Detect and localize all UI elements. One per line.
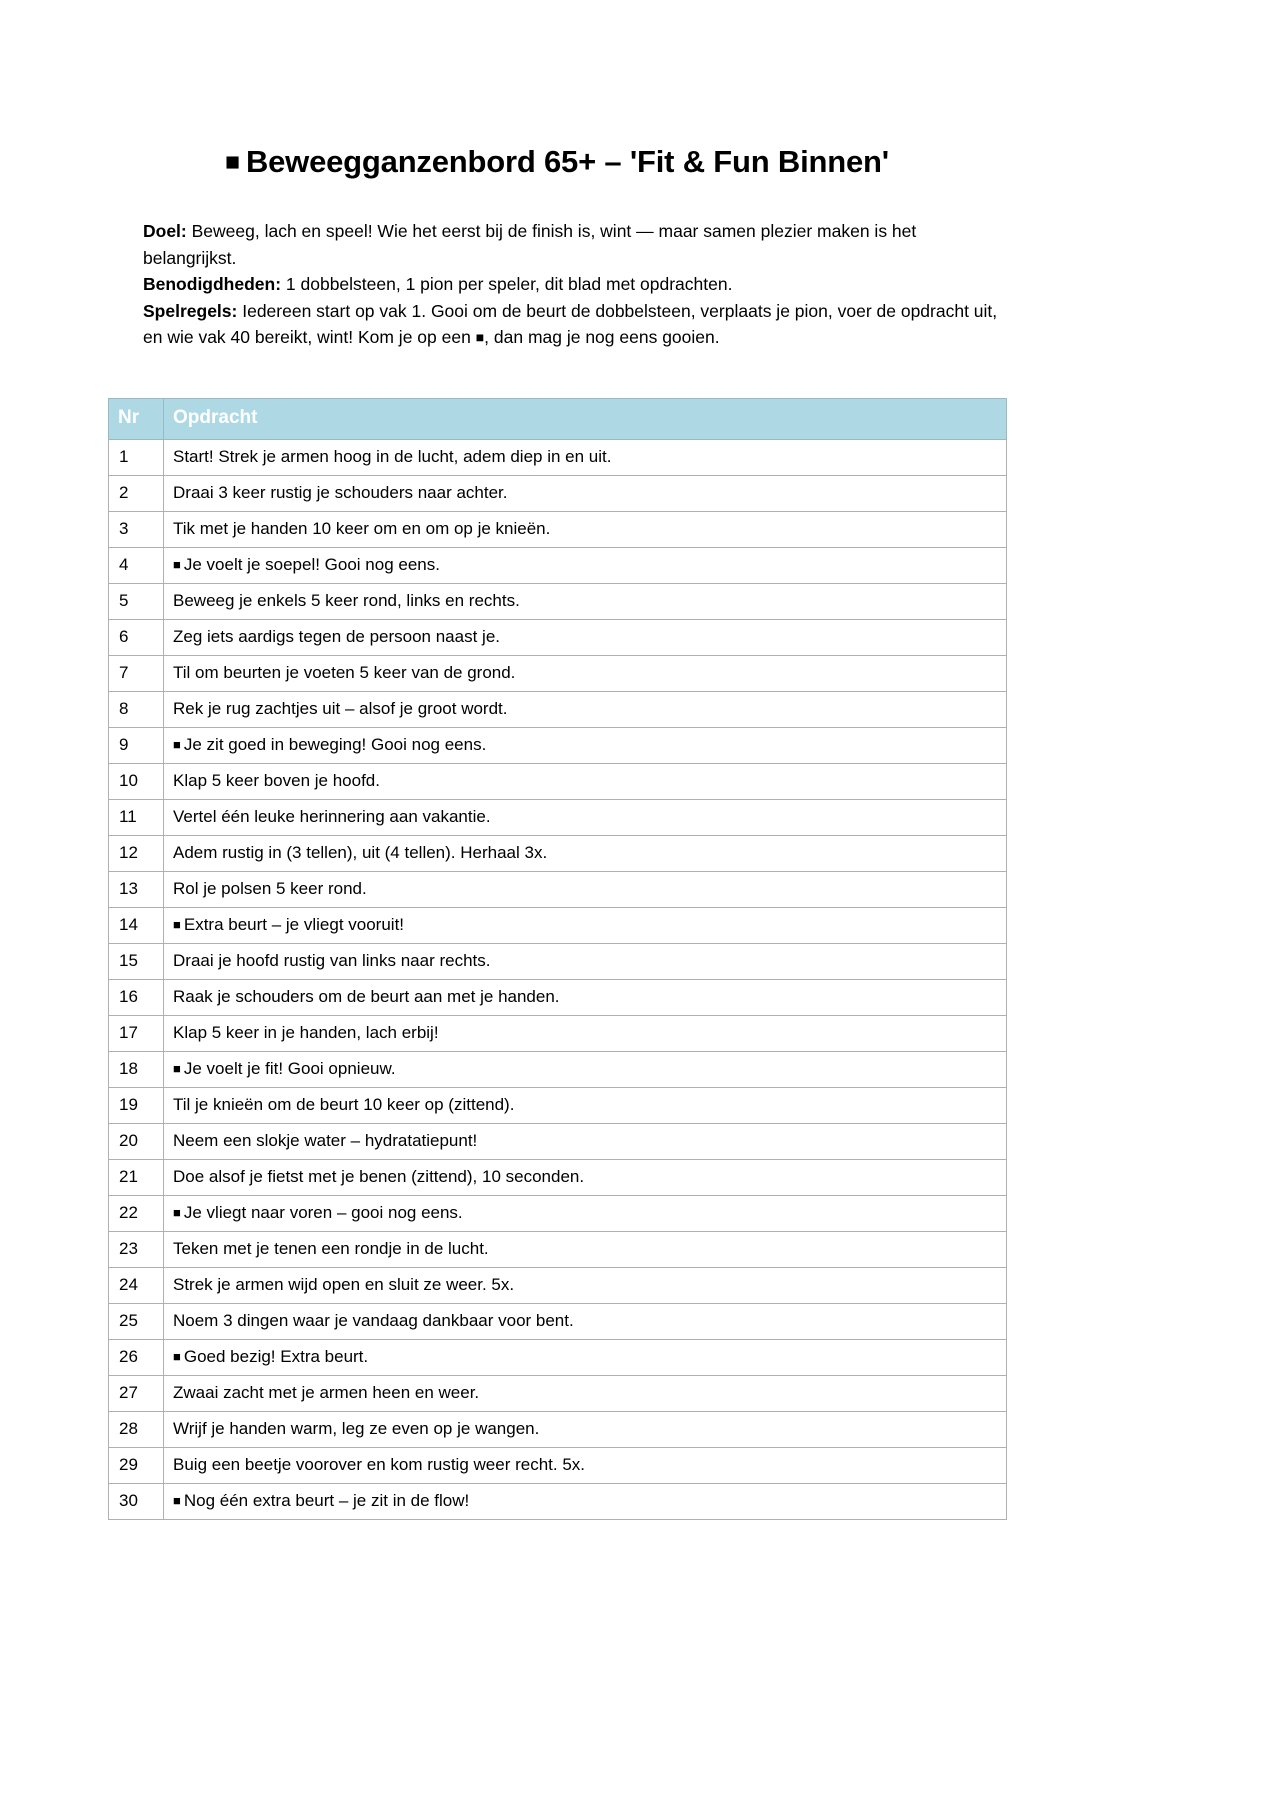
cell-opdracht-text: Extra beurt – je vliegt vooruit!	[183, 915, 405, 934]
table-row	[109, 440, 1007, 476]
cell-opdracht	[164, 476, 1007, 512]
cell-nr: 8	[109, 692, 164, 728]
table-row	[109, 764, 1007, 800]
cell-opdracht	[164, 1340, 1007, 1376]
cell-opdracht-text: Strek je armen wijd open en sluit ze weer. 5x.	[173, 1275, 515, 1294]
table-row	[109, 548, 1007, 584]
cell-nr: 28	[109, 1412, 164, 1448]
cell-opdracht-text: Je zit goed in beweging! Gooi nog eens.	[183, 735, 487, 754]
cell-opdracht	[164, 1448, 1007, 1484]
black-square-icon: ■	[173, 1061, 181, 1076]
cell-opdracht	[164, 440, 1007, 476]
cell-opdracht-text: Doe alsof je fietst met je benen (zittend), 10 seconden.	[173, 1167, 585, 1186]
cell-nr: 4	[109, 548, 164, 584]
table-body	[109, 440, 1007, 1520]
cell-opdracht-text: Rek je rug zachtjes uit – alsof je groot wordt.	[173, 699, 508, 718]
opdrachten-table	[108, 398, 1007, 1520]
black-square-icon: ■	[225, 148, 240, 176]
cell-nr: 1	[109, 440, 164, 476]
table-row	[109, 944, 1007, 980]
cell-nr: 22	[109, 1196, 164, 1232]
cell-nr: 21	[109, 1160, 164, 1196]
cell-opdracht	[164, 1304, 1007, 1340]
cell-opdracht-text: Tik met je handen 10 keer om en om op je knieën.	[173, 519, 551, 538]
table-row	[109, 980, 1007, 1016]
cell-nr: 30	[109, 1484, 164, 1520]
cell-opdracht-text: Adem rustig in (3 tellen), uit (4 tellen). Herhaal 3x.	[173, 843, 548, 862]
cell-nr: 15	[109, 944, 164, 980]
cell-opdracht-text: Je voelt je soepel! Gooi nog eens.	[183, 555, 440, 574]
black-square-icon: ■	[173, 917, 181, 932]
cell-opdracht	[164, 908, 1007, 944]
cell-opdracht-text: Nog één extra beurt – je zit in de flow!	[183, 1491, 470, 1510]
table-header-row	[109, 399, 1007, 440]
cell-opdracht-text: Vertel één leuke herinnering aan vakantie.	[173, 807, 491, 826]
cell-nr: 29	[109, 1448, 164, 1484]
cell-opdracht-text: Draai je hoofd rustig van links naar rechts.	[173, 951, 491, 970]
cell-opdracht	[164, 656, 1007, 692]
intro-spelregels-label: Spelregels:	[143, 300, 238, 321]
intro-doel-text: Beweeg, lach en speel! Wie het eerst bij de finish is, wint — maar samen plezier maken is het belangrijkst.	[143, 221, 917, 268]
cell-opdracht	[164, 620, 1007, 656]
cell-opdracht-text: Zeg iets aardigs tegen de persoon naast je.	[173, 627, 500, 646]
cell-opdracht	[164, 1160, 1007, 1196]
table-header	[109, 399, 1007, 440]
cell-opdracht-text: Start! Strek je armen hoog in de lucht, adem diep in en uit.	[173, 447, 612, 466]
cell-nr: 14	[109, 908, 164, 944]
table-row	[109, 836, 1007, 872]
table-row	[109, 620, 1007, 656]
cell-opdracht	[164, 1052, 1007, 1088]
cell-opdracht-text: Til je knieën om de beurt 10 keer op (zittend).	[173, 1095, 515, 1114]
cell-opdracht	[164, 584, 1007, 620]
cell-opdracht-text: Raak je schouders om de beurt aan met je handen.	[173, 987, 560, 1006]
table-row	[109, 1268, 1007, 1304]
cell-nr: 26	[109, 1340, 164, 1376]
cell-opdracht-text: Klap 5 keer boven je hoofd.	[173, 771, 380, 790]
table-row	[109, 1088, 1007, 1124]
cell-opdracht	[164, 1412, 1007, 1448]
cell-opdracht	[164, 548, 1007, 584]
table-row	[109, 692, 1007, 728]
black-square-icon: ■	[173, 1205, 181, 1220]
cell-nr: 20	[109, 1124, 164, 1160]
cell-opdracht-text: Je voelt je fit! Gooi opnieuw.	[183, 1059, 396, 1078]
cell-nr: 7	[109, 656, 164, 692]
table-row	[109, 1160, 1007, 1196]
column-header-opdracht: Opdracht	[164, 399, 1007, 440]
cell-nr: 9	[109, 728, 164, 764]
table-row	[109, 1484, 1007, 1520]
cell-nr: 12	[109, 836, 164, 872]
cell-opdracht-text: Klap 5 keer in je handen, lach erbij!	[173, 1023, 439, 1042]
table-row	[109, 1340, 1007, 1376]
cell-opdracht-text: Zwaai zacht met je armen heen en weer.	[173, 1383, 480, 1402]
table-row	[109, 1448, 1007, 1484]
cell-opdracht	[164, 872, 1007, 908]
cell-opdracht-text: Teken met je tenen een rondje in de lucht.	[173, 1239, 489, 1258]
page-title-text: Beweegganzenbord 65+ – 'Fit & Fun Binnen'	[245, 144, 889, 179]
cell-opdracht	[164, 1484, 1007, 1520]
black-square-icon: ■	[173, 1349, 181, 1364]
cell-opdracht	[164, 836, 1007, 872]
cell-opdracht-text: Wrijf je handen warm, leg ze even op je wangen.	[173, 1419, 540, 1438]
intro-doel-label: Doel:	[143, 221, 187, 241]
cell-nr: 24	[109, 1268, 164, 1304]
cell-opdracht	[164, 800, 1007, 836]
table-row	[109, 1016, 1007, 1052]
intro-block	[143, 218, 1011, 351]
cell-nr: 16	[109, 980, 164, 1016]
table-row	[109, 872, 1007, 908]
cell-opdracht-text: Til om beurten je voeten 5 keer van de grond.	[173, 663, 516, 682]
table-row	[109, 1376, 1007, 1412]
table-row	[109, 656, 1007, 692]
cell-nr: 10	[109, 764, 164, 800]
cell-opdracht	[164, 692, 1007, 728]
cell-nr: 11	[109, 800, 164, 836]
cell-opdracht	[164, 1016, 1007, 1052]
cell-opdracht	[164, 1088, 1007, 1124]
table-row	[109, 800, 1007, 836]
cell-opdracht	[164, 512, 1007, 548]
cell-opdracht	[164, 980, 1007, 1016]
cell-opdracht	[164, 944, 1007, 980]
cell-opdracht	[164, 1232, 1007, 1268]
table-row	[109, 1124, 1007, 1160]
table-row	[109, 476, 1007, 512]
table-row	[109, 1052, 1007, 1088]
cell-opdracht-text: Goed bezig! Extra beurt.	[183, 1347, 369, 1366]
cell-opdracht-text: Rol je polsen 5 keer rond.	[173, 879, 367, 898]
cell-nr: 13	[109, 872, 164, 908]
table-row	[109, 512, 1007, 548]
cell-opdracht	[164, 1124, 1007, 1160]
cell-opdracht	[164, 1268, 1007, 1304]
cell-opdracht	[164, 764, 1007, 800]
intro-benodigdheden-label: Benodigdheden:	[143, 274, 282, 294]
black-square-icon: ■	[173, 737, 181, 752]
table-row	[109, 728, 1007, 764]
cell-nr: 27	[109, 1376, 164, 1412]
intro-benodigdheden-text: 1 dobbelsteen, 1 pion per speler, dit blad met opdrachten.	[281, 274, 733, 294]
cell-nr: 6	[109, 620, 164, 656]
column-header-nr: Nr	[109, 399, 164, 440]
cell-opdracht	[164, 1196, 1007, 1232]
black-square-icon: ■	[173, 557, 181, 572]
intro-spelregels	[143, 298, 1011, 351]
cell-opdracht-text: Je vliegt naar voren – gooi nog eens.	[183, 1203, 463, 1222]
cell-nr: 25	[109, 1304, 164, 1340]
cell-nr: 2	[109, 476, 164, 512]
cell-nr: 17	[109, 1016, 164, 1052]
cell-opdracht	[164, 728, 1007, 764]
cell-opdracht-text: Buig een beetje voorover en kom rustig weer recht. 5x.	[173, 1455, 585, 1474]
cell-nr: 23	[109, 1232, 164, 1268]
black-square-icon: ■	[173, 1493, 181, 1508]
cell-nr: 18	[109, 1052, 164, 1088]
intro-doel	[143, 218, 1011, 271]
table-row	[109, 1412, 1007, 1448]
cell-opdracht	[164, 1376, 1007, 1412]
intro-spelregels-text-a: Iedereen start op vak 1. Gooi om de beurt de dobbelsteen, verplaats je pion, voer de opdracht uit, en wie vak 40 bereikt, wint! Kom je op een	[143, 300, 998, 347]
cell-nr: 5	[109, 584, 164, 620]
intro-benodigdheden	[143, 271, 1011, 298]
table-row	[109, 908, 1007, 944]
cell-nr: 19	[109, 1088, 164, 1124]
page-title	[108, 143, 1006, 180]
black-square-icon: ■	[475, 329, 485, 345]
table-row	[109, 1232, 1007, 1268]
table-row	[109, 1196, 1007, 1232]
cell-opdracht-text: Neem een slokje water – hydratatiepunt!	[173, 1131, 478, 1150]
table-row	[109, 1304, 1007, 1340]
intro-spelregels-text-b: , dan mag je nog eens gooien.	[484, 327, 720, 347]
cell-opdracht-text: Noem 3 dingen waar je vandaag dankbaar voor bent.	[173, 1311, 574, 1330]
cell-opdracht-text: Draai 3 keer rustig je schouders naar achter.	[173, 483, 508, 502]
cell-opdracht-text: Beweeg je enkels 5 keer rond, links en rechts.	[173, 591, 520, 610]
table-row	[109, 584, 1007, 620]
cell-nr: 3	[109, 512, 164, 548]
